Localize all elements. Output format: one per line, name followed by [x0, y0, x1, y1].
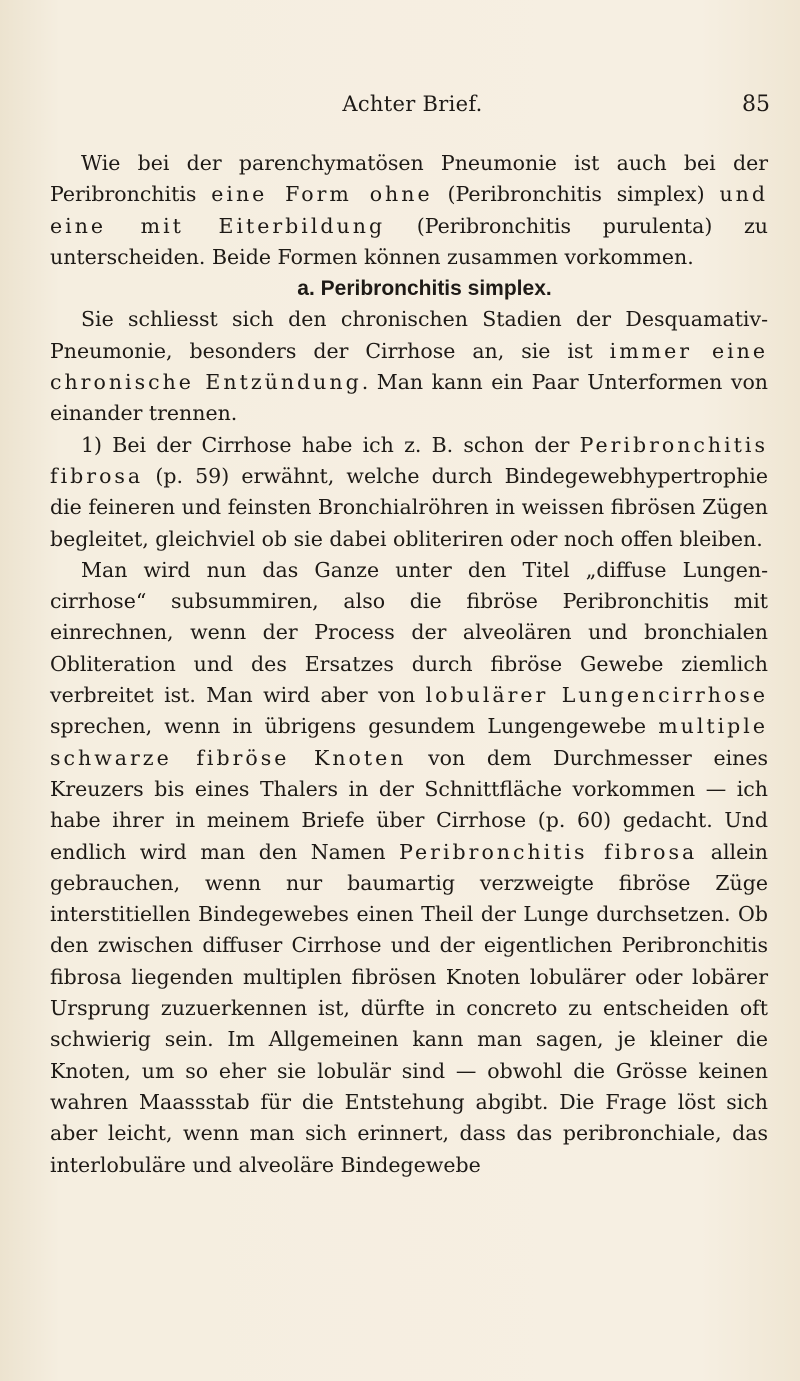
paragraph-3: 1) Bei der Cirrhose habe ich z. B. schon der Peribronchitis fibrosa (p. 59) erwähnt, welche durch Bindegewebhypertrophie die feineren und feinsten Bronchialröhren in weissen fibrösen Zügen begleitet, gleichviel ob sie dabei obliteriren oder noch offen bleiben. — [50, 432, 768, 551]
spaced-emphasis: Peribronchitis fibrosa — [50, 432, 768, 488]
spaced-emphasis: eine Form ohne — [211, 182, 433, 207]
section-heading: a. Peribronchitis simplex. — [297, 277, 552, 301]
body-text — [50, 148, 768, 1181]
running-title: Achter Brief. — [342, 92, 483, 116]
spaced-emphasis: und eine mit Eiterbildung — [50, 182, 768, 238]
page-number: 85 — [742, 92, 770, 117]
paragraph-1: Wie bei der parenchymatösen Pneumonie ist auch bei der Peribronchitis eine Form ohne (Peribronchitis simplex) und eine mit Eiterbildung (Peribronchitis purulenta) zu unterscheiden. Beide Formen können zusammen vorkommen. — [50, 151, 768, 269]
spaced-emphasis: multiple schwarze fibröse Knoten — [50, 714, 768, 770]
spaced-emphasis: lobulärer Lungencirrhose — [425, 683, 768, 708]
paragraph-2: Sie schliesst sich den chronischen Stadien der Desquamativ-Pneumonie, besonders der Cirrhose an, sie ist immer eine chronische Entzündung. Man kann ein Paar Unterformen von einander trennen. — [50, 307, 769, 426]
spaced-emphasis: Peribronchitis fibrosa — [399, 839, 698, 864]
page-header — [55, 92, 770, 122]
paragraph-4: Man wird nun das Ganze unter den Titel „diffuse Lungen-cirrhose“ subsummiren, also die fibröse Peribronchitis mit einrechnen, wenn der Process der alveolären und bronchialen Obliteration und des Ersatzes durch fibröse Gewebe ziemlich verbreitet ist. Man wird aber von lobulärer Lungencirrhose sprechen, wenn in übrigens gesundem Lungengewebe multiple schwarze fibröse Knoten von dem Durchmesser eines Kreuzers bis eines Thalers in der Schnittfläche vorkommen — ich habe ihrer in meinem Briefe über Cirrhose (p. 60) gedacht. Und endlich wird man den Namen Peribronchitis fibrosa allein gebrauchen, wenn nur baumartig verzweigte fibröse Züge interstitiellen Bindegewebes einen Theil der Lunge durchsetzen. Ob den zwischen diffuser Cirrhose und der eigentlichen Peribronchitis fibrosa liegenden multiplen fibrösen Knoten lobulärer oder lobärer Ursprung zuzuerkennen ist, dürfte in concreto zu entscheiden oft schwierig sein. Im Allgemeinen kann man sagen, je kleiner die Knoten, um so eher sie lobulär sind — obwohl die Grösse keinen wahren Maassstab für die Entstehung abgibt. Die Frage löst sich aber leicht, wenn man sich erinnert, dass das peribronchiale, das interlobuläre und alveoläre Bindegewebe — [50, 557, 769, 1177]
spaced-emphasis: immer eine chronische Entzündung — [50, 338, 768, 395]
